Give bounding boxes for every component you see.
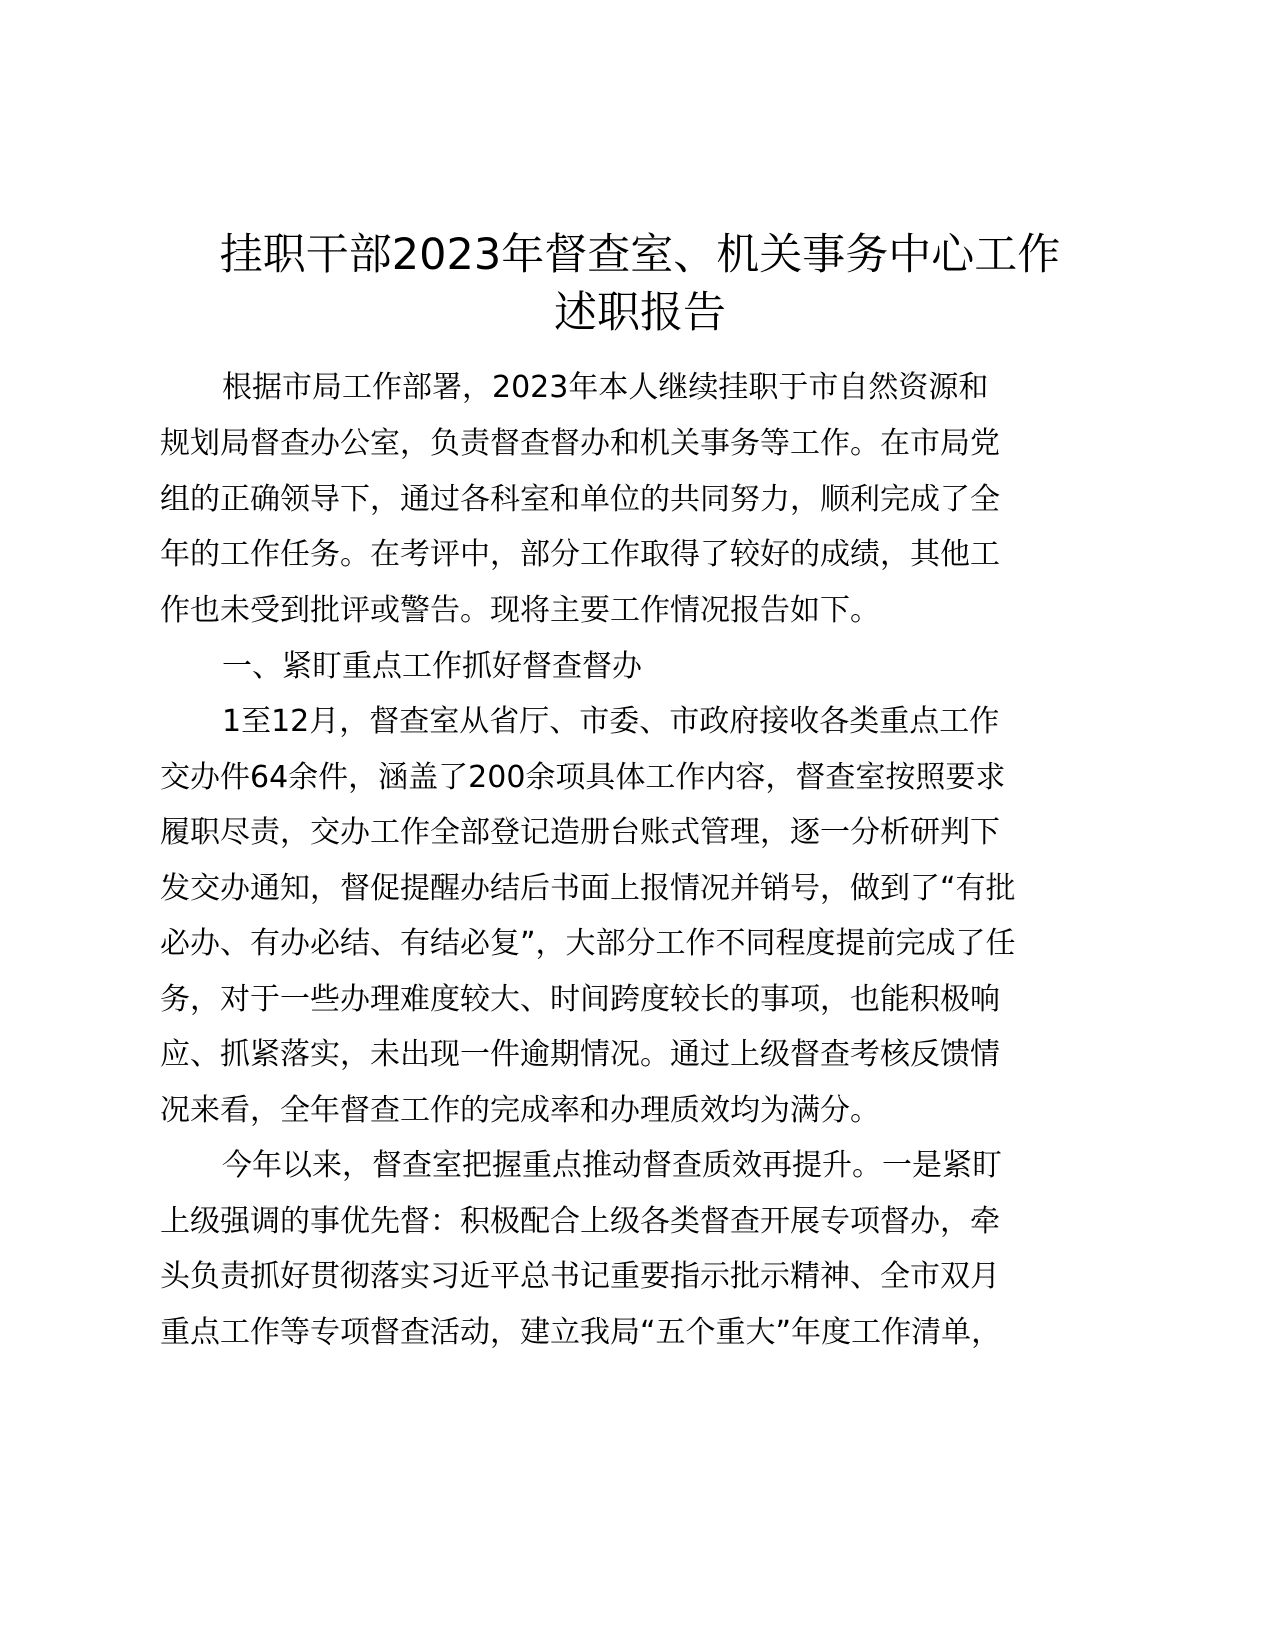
paragraph-line: 重点工作等专项督查活动，建立我局“五个重大”年度工作清单， [160, 1315, 1002, 1350]
paragraph-line: 上级强调的事优先督：积极配合上级各类督查开展专项督办，牵 [160, 1204, 1000, 1239]
paragraph-line: 组的正确领导下，通过各科室和单位的共同努力，顺利完成了全 [160, 482, 1000, 517]
paragraph-line: 况来看，全年督查工作的完成率和办理质效均为满分。 [160, 1093, 880, 1128]
paragraph-line: 规划局督查办公室，负责督查督办和机关事务等工作。在市局党 [160, 426, 1000, 461]
paragraph-line: 年的工作任务。在考评中，部分工作取得了较好的成绩，其他工 [160, 537, 1000, 572]
paragraph-line: 1至12月，督查室从省厅、市委、市政府接收各类重点工作 [222, 704, 1000, 739]
section-heading: 一、紧盯重点工作抓好督查督办 [222, 649, 642, 684]
paragraph-line: 根据市局工作部署，2023年本人继续挂职于市自然资源和 [222, 370, 989, 405]
paragraph-line: 必办、有办必结、有结必复”，大部分工作不同程度提前完成了任 [160, 926, 1016, 961]
paragraph-line: 头负责抓好贯彻落实习近平总书记重要指示批示精神、全市双月 [160, 1259, 1000, 1294]
paragraph-line: 发交办通知，督促提醒办结后书面上报情况并销号，做到了“有批 [160, 871, 1016, 906]
paragraph-line: 履职尽责，交办工作全部登记造册台账式管理，逐一分析研判下 [160, 815, 1000, 850]
paragraph-line: 作也未受到批评或警告。现将主要工作情况报告如下。 [160, 593, 880, 628]
paragraph-line: 务，对于一些办理难度较大、时间跨度较长的事项，也能积极响 [160, 982, 1000, 1017]
document-title-line-1: 挂职干部2023年督查室、机关事务中心工作 [219, 230, 1061, 280]
paragraph-line: 今年以来，督查室把握重点推动督查质效再提升。一是紧盯 [222, 1148, 1002, 1183]
paragraph-line: 交办件64余件，涵盖了200余项具体工作内容，督查室按照要求 [160, 760, 1006, 795]
paragraph-line: 应、抓紧落实，未出现一件逾期情况。通过上级督查考核反馈情 [160, 1037, 1000, 1072]
document-title-line-2: 述职报告 [554, 288, 726, 338]
